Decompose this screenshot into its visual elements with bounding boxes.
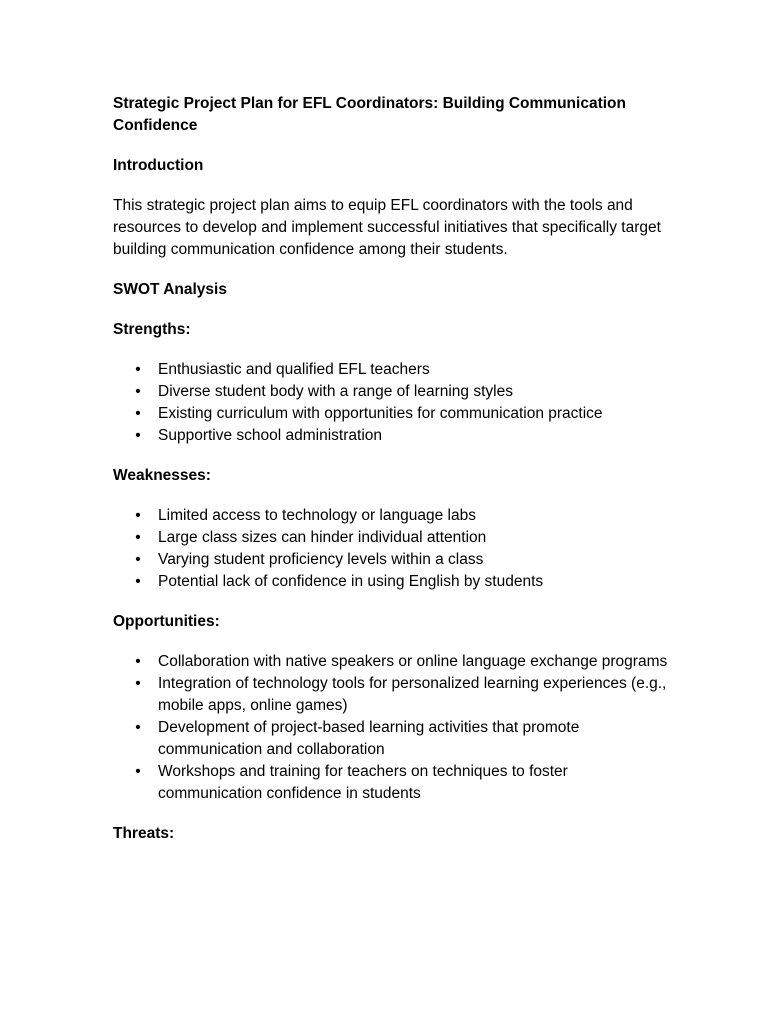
list-item: [113, 673, 673, 717]
list-item-text: Limited access to technology or language labs: [158, 507, 476, 524]
list-item: [113, 403, 673, 425]
weaknesses-list: [113, 505, 673, 593]
bullet-icon: •: [135, 529, 141, 546]
list-item-text: Development of project-based learning activities that promote communication and collaboration: [158, 719, 580, 758]
opportunities-list: [113, 651, 673, 805]
list-item-text: Integration of technology tools for personalized learning experiences (e.g., mobile apps, online games): [158, 675, 667, 714]
bullet-icon: •: [135, 675, 141, 692]
list-item-text: Supportive school administration: [158, 427, 383, 444]
list-item: [113, 717, 673, 761]
introduction-paragraph: This strategic project plan aims to equip EFL coordinators with the tools and resources to develop and implement successful initiatives that specifically target building communication confidence among their students.: [113, 197, 661, 258]
list-item-text: Enthusiastic and qualified EFL teachers: [158, 361, 430, 378]
list-item-text: Workshops and training for teachers on techniques to foster communication confidence in students: [158, 763, 568, 802]
list-item-text: Collaboration with native speakers or online language exchange programs: [158, 653, 668, 670]
bullet-icon: •: [135, 551, 141, 568]
list-item: [113, 359, 673, 381]
list-item: [113, 761, 673, 805]
bullet-icon: •: [135, 653, 141, 670]
document-title: Strategic Project Plan for EFL Coordinators: Building Communication Confidence: [113, 95, 626, 134]
list-item-text: Potential lack of confidence in using English by students: [158, 573, 544, 590]
weaknesses-heading: Weaknesses:: [113, 467, 211, 484]
bullet-icon: •: [135, 405, 141, 422]
list-item-text: Existing curriculum with opportunities for communication practice: [158, 405, 603, 422]
bullet-icon: •: [135, 507, 141, 524]
list-item: [113, 527, 673, 549]
bullet-icon: •: [135, 383, 141, 400]
bullet-icon: •: [135, 719, 141, 736]
list-item: [113, 651, 673, 673]
list-item: [113, 505, 673, 527]
list-item: [113, 549, 673, 571]
list-item-text: Large class sizes can hinder individual attention: [158, 529, 487, 546]
bullet-icon: •: [135, 763, 141, 780]
strengths-list: [113, 359, 673, 447]
list-item-text: Diverse student body with a range of learning styles: [158, 383, 513, 400]
list-item: [113, 571, 673, 593]
introduction-heading: Introduction: [113, 157, 204, 174]
list-item: [113, 425, 673, 447]
bullet-icon: •: [135, 427, 141, 444]
bullet-icon: •: [135, 573, 141, 590]
opportunities-heading: Opportunities:: [113, 613, 220, 630]
document-page: [113, 93, 673, 863]
list-item: [113, 381, 673, 403]
threats-heading: Threats:: [113, 825, 175, 842]
list-item-text: Varying student proficiency levels within a class: [158, 551, 484, 568]
bullet-icon: •: [135, 361, 141, 378]
swot-heading: SWOT Analysis: [113, 281, 227, 298]
strengths-heading: Strengths:: [113, 321, 191, 338]
